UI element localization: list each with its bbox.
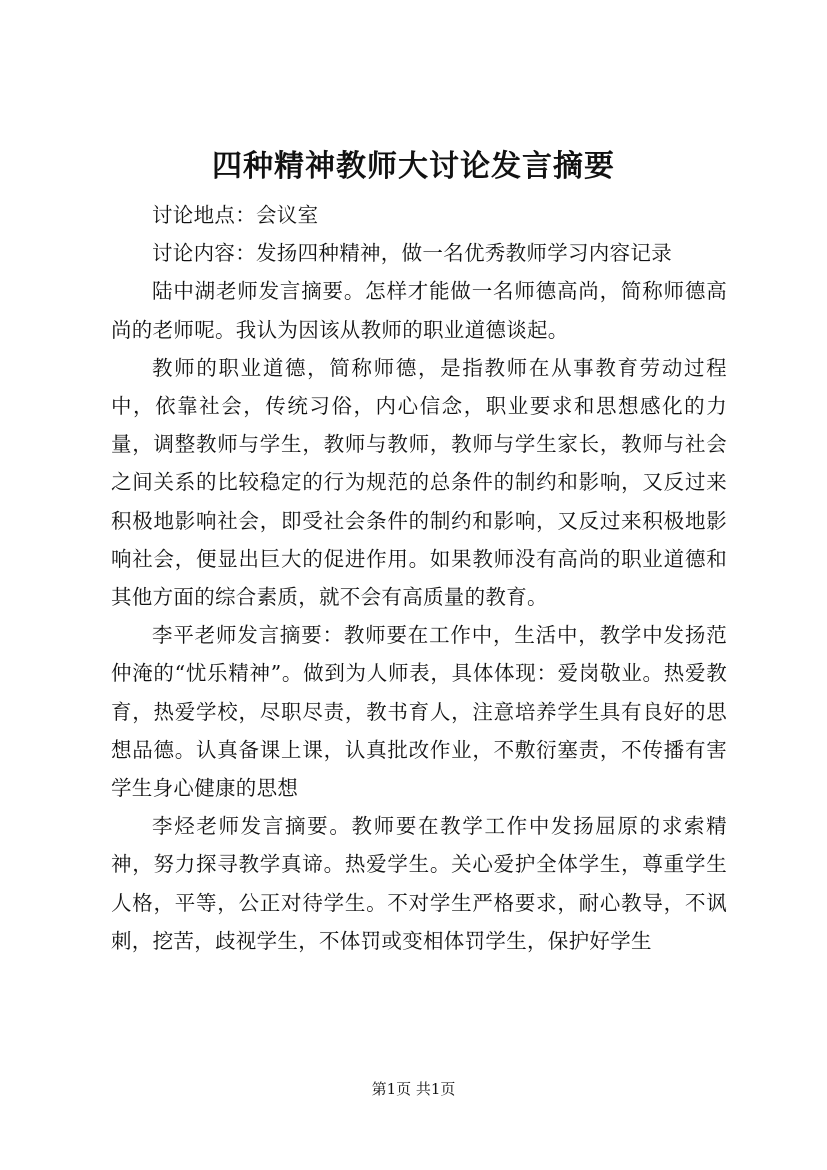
paragraph-li-ping: 李平老师发言摘要：教师要在工作中，生活中，教学中发扬范仲淹的“忧乐精神”。做到为人师表，具体体现：爱岗敬业。热爱教育，热爱学校，尽职尽责，教书育人，注意培养学生具有良好的思想品德。认真备课上课，认真批改作业，不敷衍塞责，不传播有害学生身心健康的思想 — [111, 623, 727, 801]
document-title: 四种精神教师大讨论发言摘要 — [212, 149, 615, 184]
paragraph-lu-zhonghu: 陆中湖老师发言摘要。怎样才能做一名师德高尚，简称师德高尚的老师呢。我认为因该从教师的职业道德谈起。 — [111, 279, 727, 342]
paragraph-content: 讨论内容：发扬四种精神，做一名优秀教师学习内容记录 — [152, 241, 672, 266]
paragraph-teacher-ethics: 教师的职业道德，简称师德，是指教师在从事教育劳动过程中，依靠社会，传统习俗，内心信念，职业要求和思想感化的力量，调整教师与学生，教师与教师，教师与学生家长，教师与社会之间关系的比较稳定的行为规范的总条件的制约和影响，又反过来积极地影响社会，即受社会条件的制约和影响，又反过来积极地影响社会，便显出巨大的促进作用。如果教师没有高尚的职业道德和其他方面的综合素质，就不会有高质量的教育。 — [111, 355, 727, 610]
document-body — [111, 196, 727, 960]
paragraph-li-ting: 李烃老师发言摘要。教师要在教学工作中发扬屈原的求索精神，努力探寻教学真谛。热爱学生。关心爱护全体学生，尊重学生人格，平等，公正对待学生。不对学生严格要求，耐心教导，不讽刺，挖苦，歧视学生，不体罚或变相体罚学生，保护好学生 — [111, 814, 727, 953]
paragraph-location: 讨论地点：会议室 — [152, 203, 319, 227]
page-footer: 第1页 共1页 — [371, 1080, 456, 1098]
